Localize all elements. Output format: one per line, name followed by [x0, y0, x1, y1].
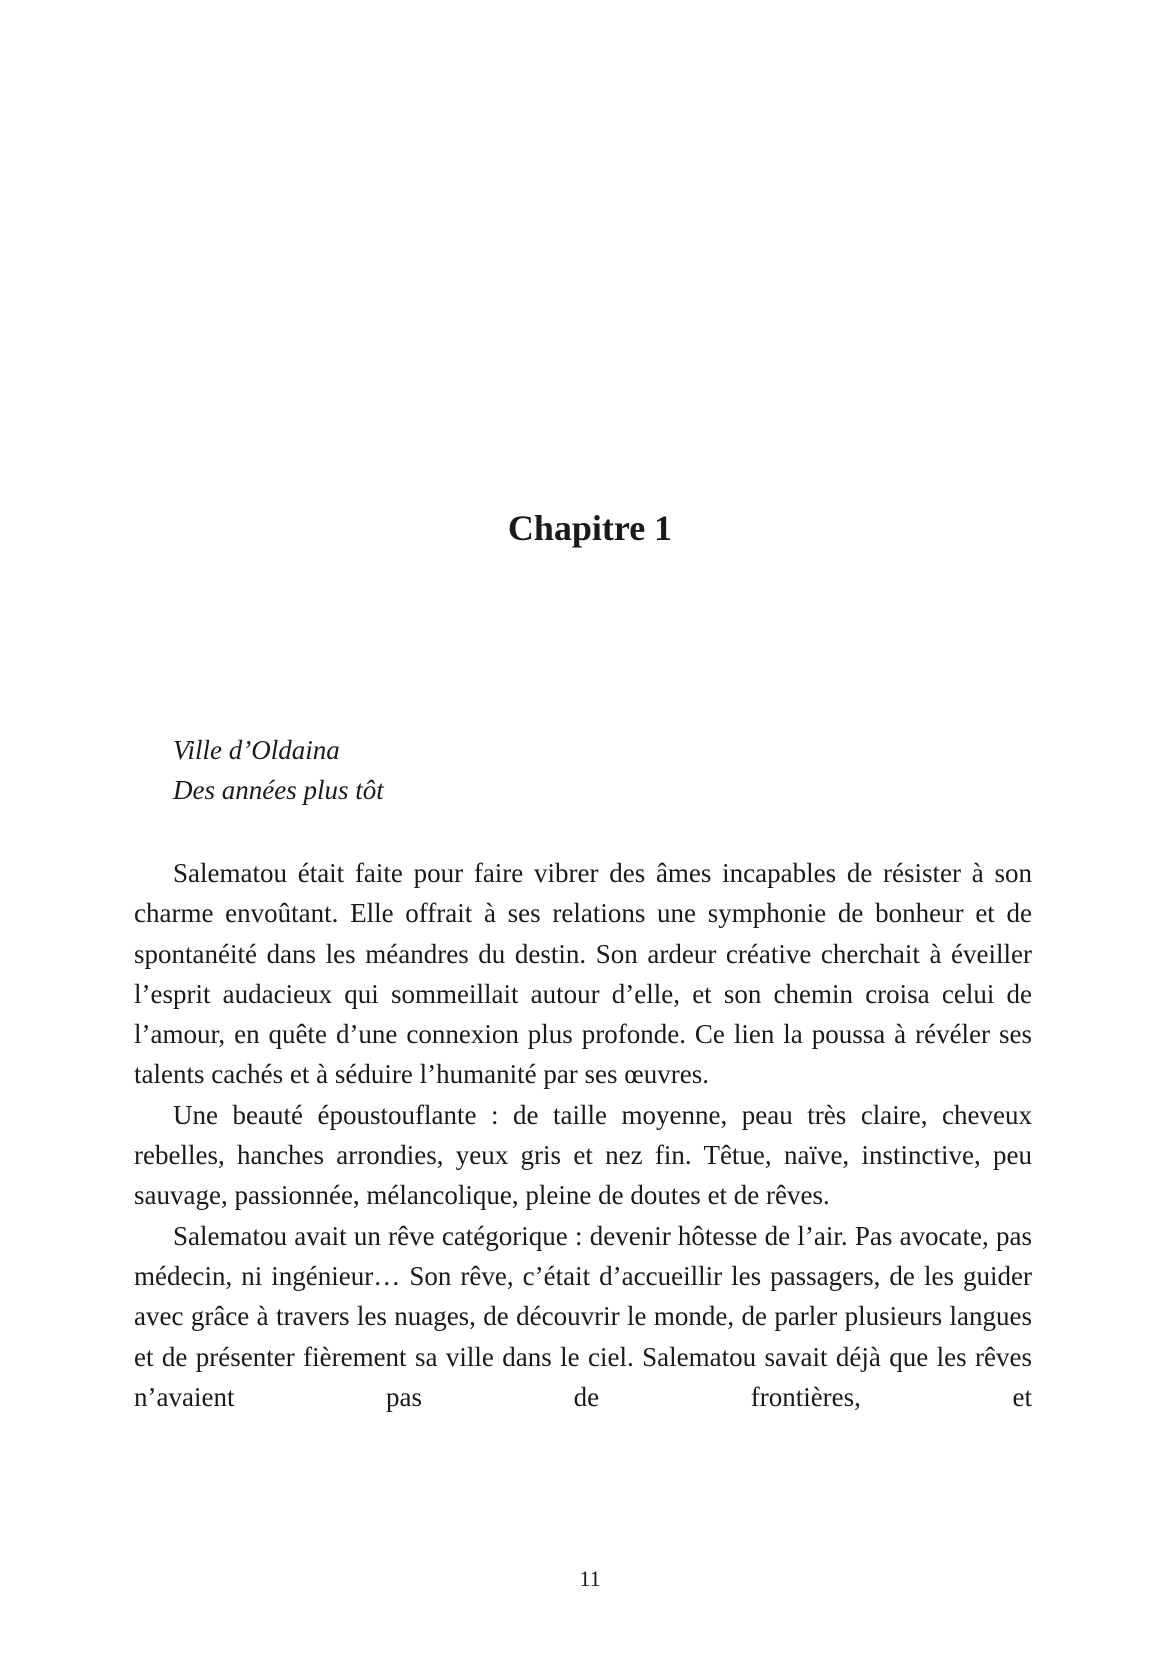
page-number: 11 — [579, 1566, 601, 1591]
paragraph: Une beauté époustouflante : de taille moyenne, peau très claire, cheveux rebelles, hanches arrondies, yeux gris et nez fin. Têtue, naïve, instinctive, peu sauvage, passionnée, mélancolique, pleine de doutes et de rêves. — [134, 1099, 1032, 1211]
body-text — [134, 853, 1032, 1417]
epigraph-time: Des années plus tôt — [173, 775, 384, 805]
paragraph: Salematou était faite pour faire vibrer des âmes incapables de résister à son charme envoûtant. Elle offrait à ses relations une symphonie de bonheur et de spontanéité dans les méandres du destin. Son ardeur créative cherchait à éveiller l’esprit audacieux qui sommeillait autour d’elle, et son chemin croisa celui de l’amour, en quête d’une connexion plus profonde. Ce lien la poussa à révéler ses talents cachés et à séduire l’humanité par ses œuvres. — [134, 858, 1032, 1090]
epigraph — [173, 730, 384, 810]
epigraph-location: Ville d’Oldaina — [173, 735, 340, 765]
paragraph: Salematou avait un rêve catégorique : devenir hôtesse de l’air. Pas avocate, pas médecin, ni ingénieur… Son rêve, c’était d’accueillir les passagers, de les guider avec grâce à travers les nuages, de découvrir le monde, de parler plusieurs langues et de présenter fièrement sa ville dans le ciel. Salematou savait déjà que les rêves n’avaient pas de frontières, et — [134, 1220, 1032, 1412]
chapter-title: Chapitre 1 — [507, 508, 673, 548]
